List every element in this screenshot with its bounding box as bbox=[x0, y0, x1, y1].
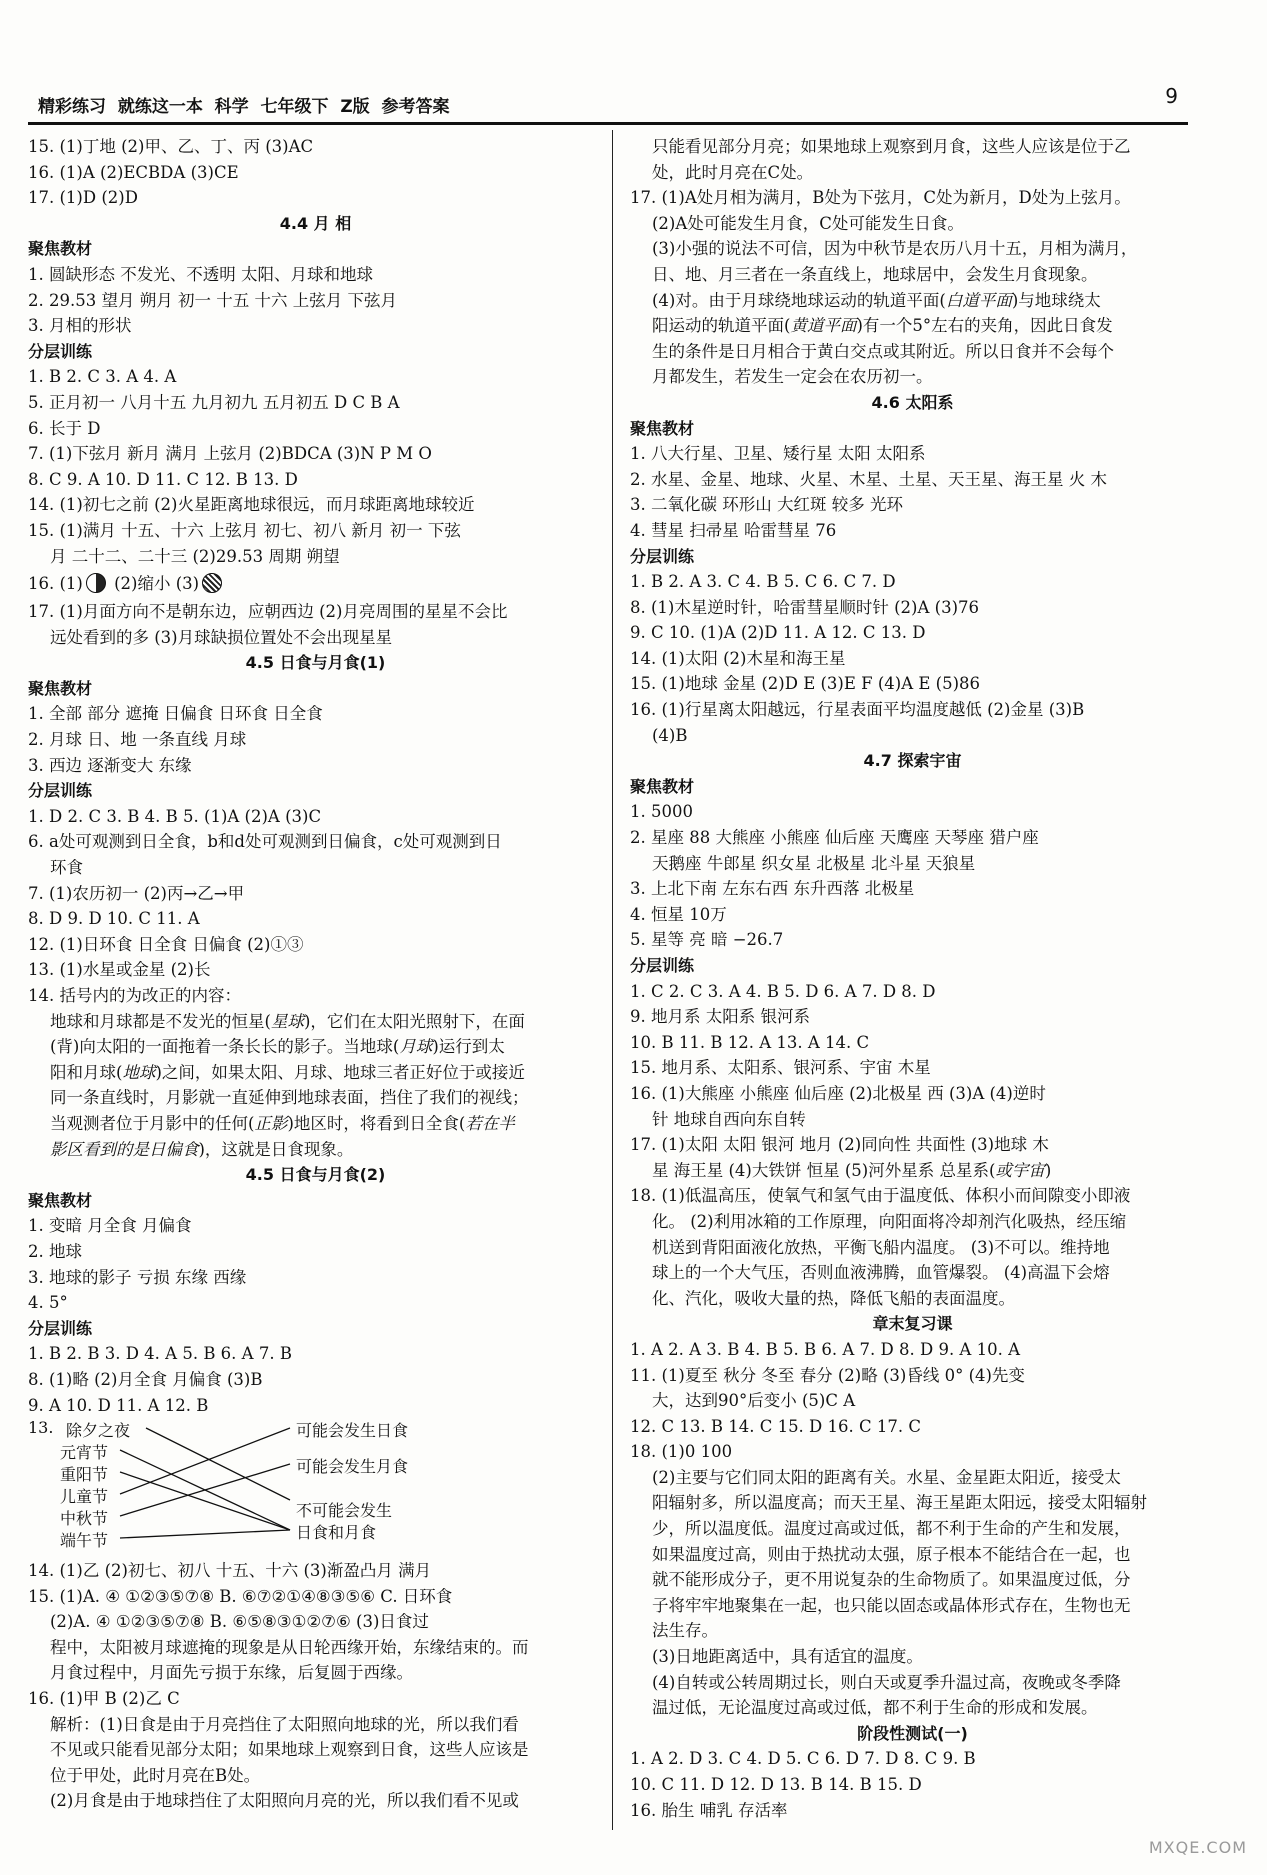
answer-line: 15. (1)满月 十五、十六 上弦月 初七、初八 新月 初一 下弦 bbox=[28, 520, 461, 540]
answer-line: 15. (1)A. ④ ①②③⑤⑦⑧ B. ⑥⑦②①④⑧③⑤⑥ C. 日环食 bbox=[28, 1586, 453, 1606]
analysis-line: 处，此时月亮在C处。 bbox=[652, 162, 814, 182]
answer-line bbox=[28, 1137, 603, 1163]
right-column bbox=[630, 134, 1195, 1823]
answer-text: 阳和月球( bbox=[50, 1062, 123, 1082]
correction-text: 月球 bbox=[399, 1037, 433, 1057]
answer-line: 就不能形成分子，更不用说复杂的生命物质了。如果温度过低，分 bbox=[652, 1570, 1131, 1590]
section-title: 阶段性测试(一) bbox=[857, 1723, 968, 1743]
answer-line: 远处看到的多 (3)月球缺损位置处不会出现星星 bbox=[50, 627, 393, 647]
festival-label: 重阳节 bbox=[60, 1465, 109, 1485]
answer-line: 16. (1)大熊座 小熊座 仙后座 (2)北极星 西 (3)A (4)逆时 bbox=[630, 1083, 1046, 1103]
festival-label: 元宵节 bbox=[60, 1443, 109, 1463]
answer-line: 机送到背阳面液化放热，平衡飞船内温度。 (3)不可以。维持地 bbox=[652, 1237, 1110, 1257]
correction-text: 或宇宙 bbox=[995, 1160, 1045, 1180]
answer-line: 子将牢牢地聚集在一起，也只能以固态或晶体形式存在，生物也无 bbox=[652, 1595, 1131, 1615]
match-line bbox=[120, 1530, 290, 1538]
answer-line: 1. 八大行星、卫星、矮行星 太阳 太阳系 bbox=[630, 444, 926, 464]
festival-matching-diagram bbox=[28, 1418, 603, 1558]
match-line bbox=[120, 1472, 290, 1530]
section-title: 4.7 探索宇宙 bbox=[863, 751, 962, 771]
answer-line: 1. 5000 bbox=[630, 802, 693, 822]
answer-line: 2. 地球 bbox=[28, 1241, 82, 1261]
answer-text: )运行到太 bbox=[432, 1037, 505, 1057]
answer-line: 12. (1)日环食 日全食 日偏食 (2)①③ bbox=[28, 934, 304, 954]
answer-line bbox=[630, 313, 1195, 339]
answer-line: 14. (1)太阳 (2)木星和海王星 bbox=[630, 648, 846, 668]
answer-line: 同一条直线时，月影就一直延伸到地球表面，挡住了我们的视线； bbox=[50, 1088, 529, 1108]
column-divider bbox=[612, 130, 613, 1830]
analysis-line: 位于甲处，此时月亮在B处。 bbox=[50, 1765, 261, 1785]
answer-line: 16. (1)甲 B (2)乙 C bbox=[28, 1689, 180, 1709]
festival-label: 儿童节 bbox=[60, 1487, 109, 1507]
answer-text: (背)向太阳的一面拖着一条长长的影子。当地球( bbox=[50, 1037, 400, 1057]
answer-line: 化、汽化，吸收大量的热，降低飞船的表面温度。 bbox=[652, 1288, 1015, 1308]
answer-line: 4. 5° bbox=[28, 1293, 68, 1313]
answer-line: 17. (1)A处月相为满月，B处为下弦月，C处为新月，D处为上弦月。 bbox=[630, 188, 1131, 208]
answer-line: (3)小强的说法不可信，因为中秋节是农历八月十五，月相为满月， bbox=[652, 239, 1138, 259]
analysis-line: 解析：(1)日食是由于月亮挡住了太阳照向地球的光，所以我们看 bbox=[50, 1714, 519, 1734]
section-title: 4.5 日食与月食(2) bbox=[245, 1165, 386, 1185]
answer-line: 17. (1)D (2)D bbox=[28, 188, 138, 208]
answer-line: 16. 胎生 哺乳 存活率 bbox=[630, 1800, 788, 1820]
answer-line: (3)日地距离适中，具有适宜的温度。 bbox=[652, 1647, 923, 1667]
answer-line: 月 二十二、二十三 (2)29.53 周期 朔望 bbox=[50, 546, 340, 566]
answer-line: 环食 bbox=[50, 858, 83, 878]
half-moon-icon bbox=[86, 573, 106, 593]
answer-line: 4. 恒星 10万 bbox=[630, 904, 727, 924]
answer-line: 18. (1)低温高压，使氧气和氢气由于温度低、体积小而间隙变小即液 bbox=[630, 1186, 1131, 1206]
answer-text: 当观测者位于月影中的任何( bbox=[50, 1113, 255, 1133]
answer-line: 12. C 13. B 14. C 15. D 16. C 17. C bbox=[630, 1416, 921, 1436]
answer-line: (2)A. ④ ①②③⑤⑦⑧ B. ⑥⑤⑧③①②⑦⑥ (3)日食过 bbox=[50, 1612, 429, 1632]
answer-text: )有一个5°左右的夹角，因此日食发 bbox=[856, 316, 1113, 336]
eclipse-option-label: 可能会发生月食 bbox=[296, 1457, 409, 1477]
answer-text: 地球和月球都是不发光的恒星( bbox=[50, 1011, 271, 1031]
section-title: 4.5 日食与月食(1) bbox=[245, 653, 386, 673]
answer-line: 15. (1)丁地 (2)甲、乙、丁、丙 (3)AC bbox=[28, 137, 314, 156]
correction-text: 地球 bbox=[122, 1062, 156, 1082]
answer-line: 16. (1)A (2)ECBDA (3)CE bbox=[28, 162, 239, 182]
answer-line: 温过低，无论温度过高或过低，都不利于生命的形成和发展。 bbox=[652, 1698, 1098, 1718]
answer-line bbox=[28, 1034, 603, 1060]
answer-line: 10. C 11. D 12. D 13. B 14. B 15. D bbox=[630, 1775, 922, 1794]
match-line bbox=[120, 1464, 290, 1516]
answer-text: )，这就是日食现象。 bbox=[198, 1139, 354, 1159]
correction-text: 影区看到的是日偏食 bbox=[50, 1139, 199, 1159]
answer-line: 8. (1)略 (2)月全食 月偏食 (3)B bbox=[28, 1369, 263, 1389]
answer-line: 6. a处可观测到日全食，b和d处可观测到日偏食，c处可观测到日 bbox=[28, 832, 502, 852]
answer-text: (2)缩小 (3) bbox=[108, 574, 200, 594]
correction-text: 星球 bbox=[270, 1011, 304, 1031]
correction-text: 黄道平面 bbox=[790, 316, 857, 336]
answer-line: 3. 西边 逐渐变大 东缘 bbox=[28, 755, 192, 775]
answer-line: 月都发生，若发生一定会在农历初一。 bbox=[652, 367, 933, 387]
answer-line: 大，达到90°后变小 (5)C A bbox=[652, 1391, 856, 1411]
subsection-heading: 分层训练 bbox=[28, 341, 93, 361]
eclipse-option-label: 日食和月食 bbox=[296, 1523, 377, 1543]
answer-line: 9. A 10. D 11. A 12. B bbox=[28, 1395, 209, 1415]
answer-line: 日、地、月三者在一条直线上，地球居中，会发生月食现象。 bbox=[652, 264, 1098, 284]
answer-text: )，它们在太阳光照射下，在面 bbox=[303, 1011, 525, 1031]
subsection-heading: 聚焦教材 bbox=[28, 239, 93, 259]
answer-line: 7. (1)农历初一 (2)丙→乙→甲 bbox=[28, 883, 245, 903]
answer-line bbox=[28, 1060, 603, 1086]
answer-line: 生的条件是日月相合于黄白交点或其附近。所以日食并不会每个 bbox=[652, 341, 1114, 361]
answer-text: )之间，如果太阳、月球、地球三者正好位于或接近 bbox=[155, 1062, 525, 1082]
page-number: 9 bbox=[1165, 84, 1178, 108]
answer-line: 球上的一个大气压，否则血液沸腾，血管爆裂。 (4)高温下会熔 bbox=[652, 1263, 1110, 1283]
answer-line: 14. (1)初七之前 (2)火星距离地球很远，而月球距离地球较近 bbox=[28, 495, 475, 515]
answer-line: 9. C 10. (1)A (2)D 11. A 12. C 13. D bbox=[630, 623, 926, 643]
answer-line: 1. B 2. A 3. C 4. B 5. C 6. C 7. D bbox=[630, 572, 896, 592]
answer-line: 3. 二氧化碳 环形山 大红斑 较多 光环 bbox=[630, 495, 903, 515]
answer-line: 天鹅座 牛郎星 织女星 北极星 北斗星 天狼星 bbox=[652, 853, 976, 873]
subsection-heading: 聚焦教材 bbox=[630, 776, 695, 796]
analysis-line: 只能看见部分月亮；如果地球上观察到月食，这些人应该是位于乙 bbox=[652, 137, 1131, 156]
answer-line: 15. 地月系、太阳系、银河系、宇宙 木星 bbox=[630, 1058, 931, 1078]
answer-line: 17. (1)太阳 太阳 银河 地月 (2)同向性 共面性 (3)地球 木 bbox=[630, 1135, 1049, 1155]
correction-text: 正影 bbox=[254, 1113, 288, 1133]
hatched-moon-icon bbox=[202, 573, 222, 593]
answer-line: 14. (1)乙 (2)初七、初八 十五、十六 (3)渐盈凸月 满月 bbox=[28, 1561, 432, 1581]
analysis-line: 不见或只能看见部分太阳；如果地球上观察到日食，这些人应该是 bbox=[50, 1740, 529, 1760]
correction-text: 白道平面 bbox=[945, 290, 1012, 310]
answer-line bbox=[28, 1111, 603, 1137]
answer-line: 16. (1)行星离太阳越远，行星表面平均温度越低 (2)金星 (3)B bbox=[630, 700, 1085, 720]
answer-line: 1. B 2. B 3. D 4. A 5. B 6. A 7. B bbox=[28, 1344, 292, 1364]
answer-line: 程中，太阳被月球遮掩的现象是从日轮西缘开始，东缘结束的。而 bbox=[50, 1637, 529, 1657]
answer-line: 18. (1)0 100 bbox=[630, 1442, 733, 1462]
answer-line: 15. (1)地球 金星 (2)D E (3)E F (4)A E (5)86 bbox=[630, 674, 981, 694]
answer-line: 1. B 2. C 3. A 4. A bbox=[28, 367, 177, 387]
answer-line: (2)A处可能发生月食，C处可能发生日食。 bbox=[652, 213, 964, 233]
answer-line: 1. A 2. D 3. C 4. D 5. C 6. D 7. D 8. C 9. B bbox=[630, 1749, 976, 1769]
match-line bbox=[120, 1428, 290, 1494]
answer-line: 3. 上北下南 左东右西 东升西落 北极星 bbox=[630, 879, 915, 899]
answer-line: 2. 月球 日、地 一条直线 月球 bbox=[28, 730, 247, 750]
answer-line: 13. (1)水星或金星 (2)长 bbox=[28, 960, 211, 980]
answer-text: 阳运动的轨道平面( bbox=[652, 316, 791, 336]
answer-line: 如果温度过高，则由于热扰动太强，原子根本不能结合在一起，也 bbox=[652, 1544, 1131, 1564]
answer-line: 8. D 9. D 10. C 11. A bbox=[28, 909, 200, 929]
correction-text: 若在半 bbox=[465, 1113, 515, 1133]
answer-line: (4)B bbox=[652, 725, 688, 745]
festival-label: 中秋节 bbox=[60, 1509, 109, 1529]
festival-label: 端午节 bbox=[60, 1531, 109, 1551]
answer-line: 1. 全部 部分 遮掩 日偏食 日环食 日全食 bbox=[28, 704, 323, 724]
match-line bbox=[146, 1428, 290, 1500]
answer-line: 4. 彗星 扫帚星 哈雷彗星 76 bbox=[630, 520, 837, 540]
answer-line: 2. 星座 88 大熊座 小熊座 仙后座 天鹰座 天琴座 猎户座 bbox=[630, 828, 1039, 848]
answer-line bbox=[630, 1158, 1195, 1184]
answer-line: 阳辐射多，所以温度高；而天王星、海王星距太阳远，接受太阳辐射 bbox=[652, 1493, 1147, 1513]
eclipse-option-label: 可能会发生日食 bbox=[296, 1421, 409, 1441]
answer-line: 11. (1)夏至 秋分 冬至 春分 (2)略 (3)昏线 0° (4)先变 bbox=[630, 1365, 1025, 1385]
question-number: 13. bbox=[28, 1418, 54, 1438]
answer-line: 8. C 9. A 10. D 11. C 12. B 13. D bbox=[28, 469, 298, 489]
analysis-line: (2)月食是由于地球挡住了太阳照向月亮的光，所以我们看不见或 bbox=[50, 1791, 519, 1811]
section-title: 章末复习课 bbox=[872, 1314, 953, 1334]
subsection-heading: 分层训练 bbox=[630, 956, 695, 975]
answer-line: 14. 括号内的为改正的内容： bbox=[28, 986, 241, 1005]
answer-line: 9. 地月系 太阳系 银河系 bbox=[630, 1007, 810, 1027]
answer-line: 化。 (2)利用冰箱的工作原理，向阳面将冷却剂汽化吸热，经压缩 bbox=[652, 1211, 1127, 1231]
answer-line: 1. 变暗 月全食 月偏食 bbox=[28, 1216, 192, 1236]
subsection-heading: 分层训练 bbox=[28, 1318, 93, 1338]
answer-line: 8. (1)木星逆时针，哈雷彗星顺时针 (2)A (3)76 bbox=[630, 597, 980, 617]
answer-text: 16. (1) bbox=[28, 574, 83, 594]
answer-text: (4)对。由于月球绕地球运动的轨道平面( bbox=[652, 290, 946, 310]
subsection-heading: 聚焦教材 bbox=[28, 678, 93, 698]
answer-line: (4)自转或公转周期过长，则白天或夏季升温过高，夜晚或冬季降 bbox=[652, 1672, 1121, 1692]
answer-line bbox=[630, 288, 1195, 314]
answer-text: )与地球绕太 bbox=[1011, 290, 1101, 310]
answer-line: (2)主要与它们同太阳的距离有关。水星、金星距太阳近，接受太 bbox=[652, 1467, 1121, 1487]
answer-line: 1. A 2. A 3. B 4. B 5. B 6. A 7. D 8. D 9. A 10. A bbox=[630, 1339, 1020, 1359]
answer-line: 少，所以温度低。温度过高或过低，都不利于生命的产生和发展， bbox=[652, 1519, 1131, 1539]
answer-line: 1. C 2. C 3. A 4. B 5. D 6. A 7. D 8. D bbox=[630, 981, 936, 1001]
subsection-heading: 聚焦教材 bbox=[630, 418, 695, 438]
answer-line bbox=[28, 1009, 603, 1035]
answer-line: 3. 地球的影子 亏损 东缘 西缘 bbox=[28, 1267, 247, 1287]
header-title: 精彩练习 就练这一本 科学 七年级下 Z版 参考答案 bbox=[38, 97, 450, 117]
answer-line: 法生存。 bbox=[652, 1621, 718, 1641]
answer-line: 17. (1)月面方向不是朝东边，应朝西边 (2)月亮周围的星星不会比 bbox=[28, 602, 508, 622]
section-title: 4.6 太阳系 bbox=[871, 392, 954, 412]
answer-line: 6. 长于 D bbox=[28, 418, 101, 438]
subsection-heading: 分层训练 bbox=[28, 781, 93, 801]
answer-line: 1. D 2. C 3. B 4. B 5. (1)A (2)A (3)C bbox=[28, 806, 322, 826]
answer-line: 5. 星等 亮 暗 −26.7 bbox=[630, 930, 784, 950]
eclipse-option-label: 不可能会发生 bbox=[296, 1501, 393, 1521]
answer-line: 针 地球自西向东自转 bbox=[652, 1109, 806, 1129]
answer-line: 2. 29.53 望月 朔月 初一 十五 十六 上弦月 下弦月 bbox=[28, 290, 397, 310]
answer-line: 月食过程中，月面先亏损于东缘，后复圆于西缘。 bbox=[50, 1663, 413, 1683]
left-column bbox=[28, 134, 603, 1814]
answer-text: )地区时，将看到日全食( bbox=[287, 1113, 466, 1133]
subsection-heading: 聚焦教材 bbox=[28, 1190, 93, 1210]
answer-line: 3. 月相的形状 bbox=[28, 316, 132, 336]
section-title: 4.4 月 相 bbox=[279, 213, 352, 233]
watermark: MXQE.COM bbox=[1148, 1838, 1247, 1857]
answer-line: 7. (1)下弦月 新月 满月 上弦月 (2)BDCA (3)N P M O bbox=[28, 444, 432, 464]
answer-line-moon-phase bbox=[28, 569, 603, 599]
answer-line: 1. 圆缺形态 不发光、不透明 太阳、月球和地球 bbox=[28, 264, 373, 284]
answer-text: ) bbox=[1044, 1160, 1052, 1180]
answer-text: 星 海王星 (4)大铁饼 恒星 (5)河外星系 总星系( bbox=[652, 1160, 996, 1180]
page-header bbox=[28, 84, 1188, 125]
festival-label: 除夕之夜 bbox=[66, 1421, 131, 1441]
answer-line: 2. 水星、金星、地球、火星、木星、土星、天王星、海王星 火 木 bbox=[630, 469, 1107, 489]
answer-line: 5. 正月初一 八月十五 九月初九 五月初五 D C B A bbox=[28, 392, 400, 412]
subsection-heading: 分层训练 bbox=[630, 546, 695, 566]
answer-line: 10. B 11. B 12. A 13. A 14. C bbox=[630, 1032, 870, 1052]
